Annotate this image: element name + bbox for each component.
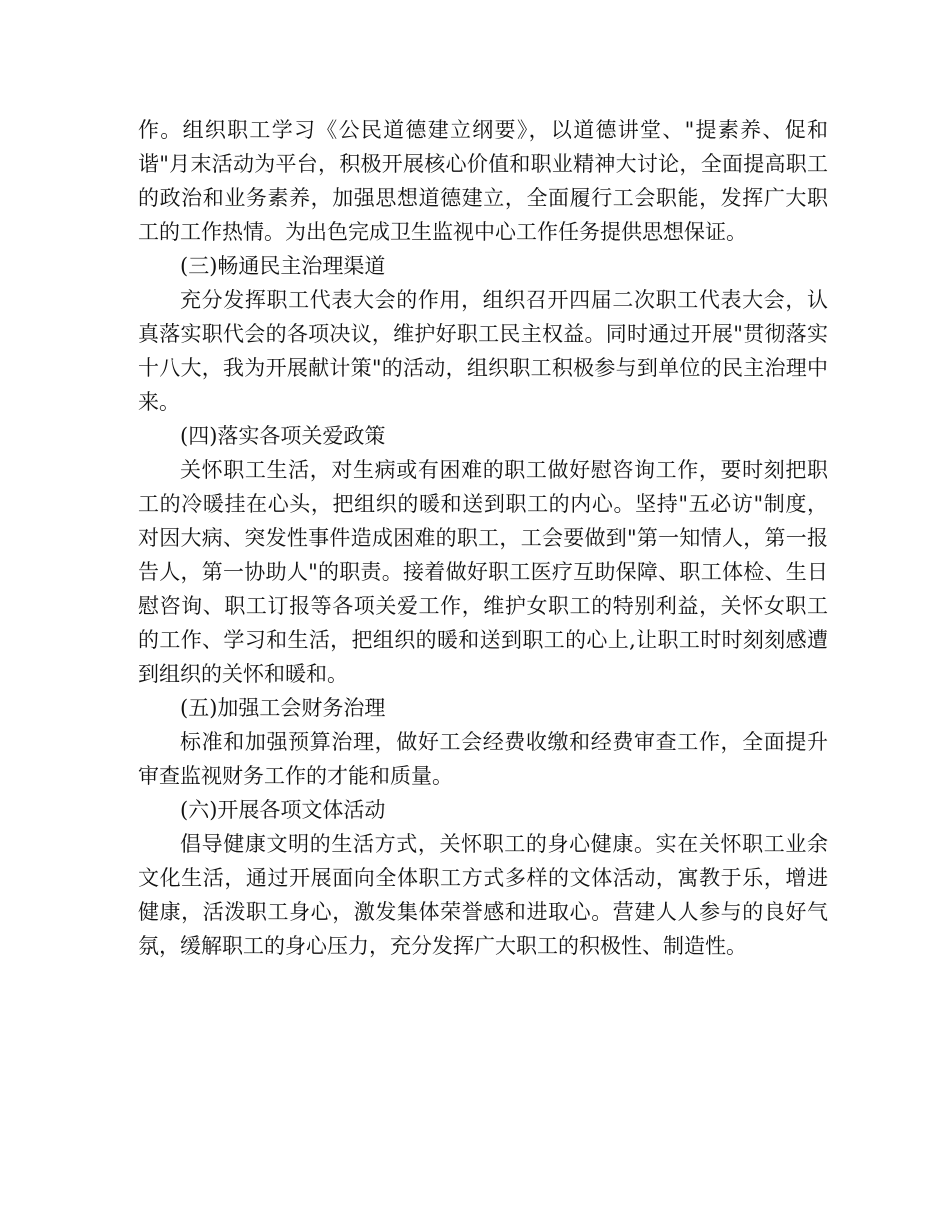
paragraph-finance-management: 标准和加强预算治理，做好工会经费收缴和经费审查工作，全面提升审查监视财务工作的才能和质量。 (138, 730, 828, 788)
section-heading-cultural-activities: (六)开展各项文体活动 (180, 798, 386, 822)
paragraph-cultural-activities: 倡导健康文明的生活方式，关怀职工的身心健康。实在关怀职工业余文化生活，通过开展面向全体职工方式多样的文体活动，寓教于乐，增进健康，活泼职工身心，激发集体荣誉感和进取心。营建人人参与的良好气氛，缓解职工的身心压力，充分发挥广大职工的积极性、制造性。 (138, 832, 828, 958)
section-heading-democratic-management: (三)畅通民主治理渠道 (180, 254, 386, 278)
section-heading-finance-management: (五)加强工会财务治理 (180, 696, 386, 720)
paragraph-moral-construction: 作。组织职工学习《公民道德建立纲要》，以道德讲堂、"提素养、促和谐"月末活动为平台，积极开展核心价值和职业精神大讨论，全面提高职工的政治和业务素养，加强思想道德建立，全面履行工会职能，发挥广大职工的工作热情。为出色完成卫生监视中心工作任务提供思想保证。 (138, 118, 828, 244)
paragraph-democratic-management: 充分发挥职工代表大会的作用，组织召开四届二次职工代表大会，认真落实职代会的各项决议，维护好职工民主权益。同时通过开展"贯彻落实十八大，我为开展献计策"的活动，组织职工积极参与到单位的民主治理中来。 (138, 288, 828, 414)
document-body (138, 113, 828, 963)
section-heading-care-policies: (四)落实各项关爱政策 (180, 424, 386, 448)
paragraph-care-policies: 关怀职工生活，对生病或有困难的职工做好慰咨询工作，要时刻把职工的冷暖挂在心头，把组织的暖和送到职工的内心。坚持"五必访"制度，对因大病、突发性事件造成困难的职工，工会要做到"第一知情人，第一报告人，第一协助人"的职责。接着做好职工医疗互助保障、职工体检、生日慰咨询、职工订报等各项关爱工作，维护女职工的特别利益，关怀女职工的工作、学习和生活，把组织的暖和送到职工的心上,让职工时时刻刻感遭到组织的关怀和暖和。 (138, 458, 828, 686)
